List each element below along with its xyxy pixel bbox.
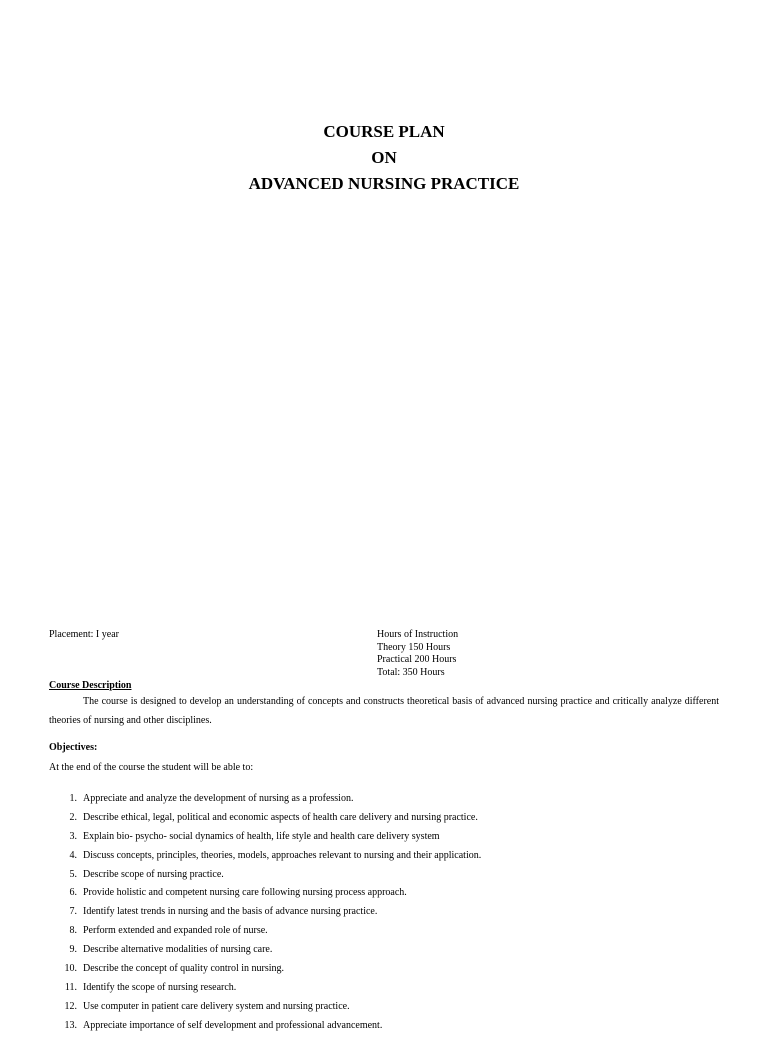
course-description-heading: Course Description	[49, 680, 132, 691]
document-title	[0, 119, 768, 197]
objective-item	[49, 1019, 719, 1038]
hours-total: Total: 350 Hours	[377, 666, 445, 678]
objective-item	[49, 943, 719, 962]
hours-of-instruction	[377, 629, 458, 679]
objective-number: 1.	[69, 793, 77, 804]
objectives-heading: Objectives:	[49, 742, 98, 753]
objectives-list	[49, 792, 719, 1038]
objective-number: 7.	[69, 906, 77, 918]
objective-item	[49, 886, 719, 905]
objective-item	[49, 962, 719, 981]
objective-number: 5.	[69, 868, 77, 880]
title-line-3: ADVANCED NURSING PRACTICE	[248, 174, 520, 193]
objective-text: Describe the concept of quality control in nursing.	[83, 963, 285, 975]
objective-text: Provide holistic and competent nursing care following nursing process approach.	[83, 887, 407, 899]
objective-number: 12.	[64, 1000, 77, 1012]
objective-item	[49, 981, 719, 1000]
objective-text: Describe alternative modalities of nursing care.	[83, 944, 273, 956]
objective-text: Discuss concepts, principles, theories, models, approaches relevant to nursing and their application.	[83, 849, 482, 861]
objective-text: Appreciate importance of self development and professional advancement.	[83, 1019, 383, 1031]
objective-text: Explain bio- psycho- social dynamics of health, life style and health care delivery system	[83, 830, 440, 842]
objective-text: Identify the scope of nursing research.	[83, 981, 237, 993]
objective-number: 10.	[64, 963, 77, 975]
objective-item	[49, 868, 719, 887]
hours-heading: Hours of Instruction	[377, 629, 459, 640]
placement-text: Placement: I year	[49, 629, 119, 640]
objective-item	[49, 1000, 719, 1019]
objective-number: 9.	[69, 944, 77, 956]
objective-number: 6.	[69, 887, 77, 899]
objective-item	[49, 830, 719, 849]
objective-number: 4.	[69, 849, 77, 861]
objective-text: Appreciate and analyze the development of nursing as a profession.	[83, 793, 354, 804]
objective-number: 11.	[64, 981, 77, 993]
objective-number: 3.	[69, 830, 77, 842]
course-description-text: The course is designed to develop an understanding of concepts and constructs theoretical basis of advanced nursing practice and critically analyze different theories of nursing and other disciplines.	[49, 696, 719, 726]
objective-item	[49, 905, 719, 924]
objective-item	[49, 811, 719, 830]
title-line-2: ON	[371, 148, 397, 167]
objective-text: Describe ethical, legal, political and economic aspects of health care delivery and nursing practice.	[83, 811, 478, 823]
objective-text: Use computer in patient care delivery system and nursing practice.	[83, 1000, 350, 1012]
hours-theory: Theory 150 Hours	[377, 641, 451, 653]
objective-number: 13.	[64, 1019, 77, 1031]
objective-text: Perform extended and expanded role of nurse.	[83, 925, 268, 937]
objective-item	[49, 849, 719, 868]
objective-item	[49, 792, 719, 811]
objective-number: 8.	[69, 925, 77, 937]
objective-text: Identify latest trends in nursing and the basis of advance nursing practice.	[83, 906, 378, 918]
hours-practical: Practical 200 Hours	[377, 654, 457, 665]
title-line-1: COURSE PLAN	[323, 122, 445, 141]
objectives-intro: At the end of the course the student will be able to:	[49, 762, 254, 773]
objective-text: Describe scope of nursing practice.	[83, 868, 224, 880]
objective-item	[49, 924, 719, 943]
objective-number: 2.	[69, 811, 77, 823]
